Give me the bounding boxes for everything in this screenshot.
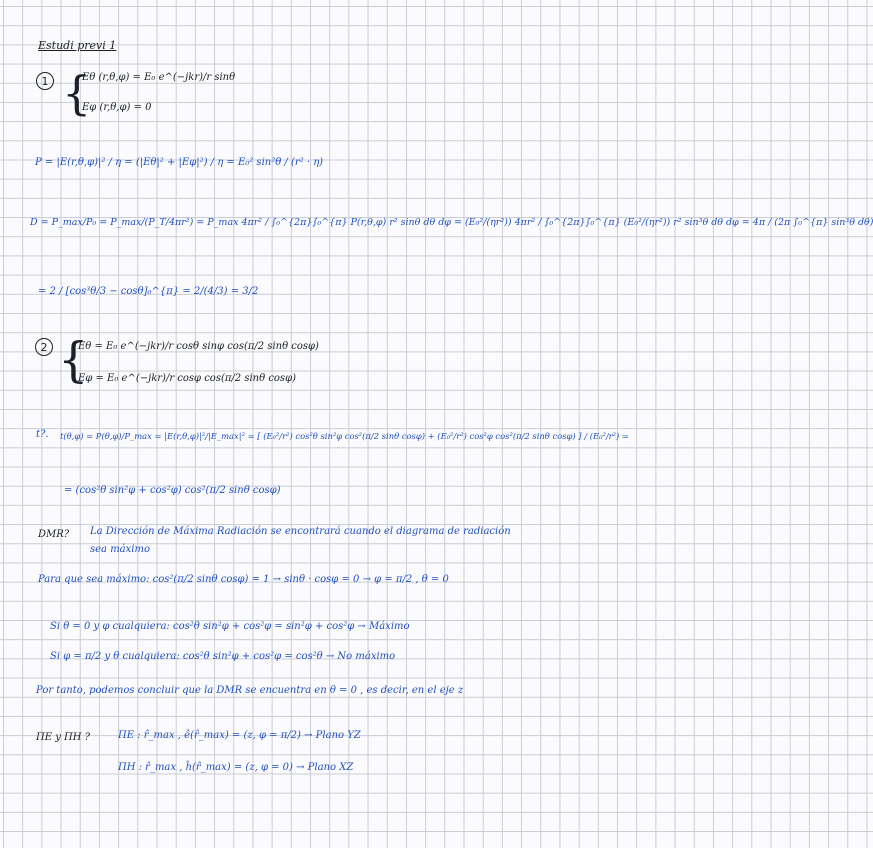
radiation-pattern-equation: t(θ,φ) = P(θ,φ)/P_max = |E(r,θ,φ)|²/|E_max|² = [ (E₀²/r²) cos²θ sin²φ cos²(π/2 sinθ cosφ) + (E₀²/r²) cos²φ cos²(π/2 sinθ cosφ) ] / (E₀²/r²) =	[60, 431, 629, 441]
system-brace-1: {	[62, 66, 92, 120]
dmr-label: DMR?	[38, 529, 70, 540]
planes-label: ΠE y ΠH ?	[36, 732, 91, 743]
dmr-conclusion: Por tanto, podemos concluir que la DMR se encuentra en θ = 0 , es decir, en el eje z	[36, 685, 464, 696]
field-e-phi-2: Eφ = E₀ e^(−jkr)/r cosφ cos(π/2 sinθ cosφ)	[78, 373, 296, 384]
dmr-text-line1: La Dirección de Máxima Radiación se encontrará cuando el diagrama de radiación	[90, 526, 511, 537]
radiation-pattern-result: = (cos²θ sin²φ + cos²φ) cos²(π/2 sinθ cosφ)	[64, 485, 281, 496]
dmr-case-theta-zero: Si θ = 0 y φ cualquiera: cos²θ sin²φ + cos²φ = sin²φ + cos²φ → Máximo	[50, 621, 410, 632]
section-number-1: 1	[36, 72, 54, 90]
page-title: Estudi previ 1	[38, 39, 117, 52]
plane-h-equation: ΠH : r̂_max , ĥ(r̂_max) = (z, φ = 0) → Plano XZ	[118, 762, 354, 773]
system-brace-2: {	[58, 332, 89, 388]
field-e-theta-1: Eθ (r,θ,φ) = E₀ e^(−jkr)/r sinθ	[82, 72, 236, 83]
field-e-theta-2: Eθ = E₀ e^(−jkr)/r cosθ sinφ cos(π/2 sinθ cosφ)	[78, 341, 319, 352]
dmr-text-line2: sea máximo	[90, 544, 150, 555]
directivity-result: = 2 / [cos³θ/3 − cosθ]₀^{π} = 2/(4/3) = 3/2	[38, 286, 259, 297]
dmr-max-condition: Para que sea máximo: cos²(π/2 sinθ cosφ) = 1 → sinθ · cosφ = 0 → φ = π/2 , θ = 0	[38, 574, 449, 585]
radiation-pattern-label: t?.	[36, 429, 49, 440]
field-e-phi-1: Eφ (r,θ,φ) = 0	[82, 102, 152, 113]
directivity-equation: D = P_max/P₀ = P_max/(P_T/4πr²) = P_max 4πr² / ∫₀^{2π}∫₀^{π} P(r,θ,φ) r² sinθ dθ dφ = (E₀²/(ηr²)) 4πr² / ∫₀^{2π}∫₀^{π} (E₀²/(ηr²)) r² sin³θ dθ dφ = 4π / (2π ∫₀^{π} sin³θ dθ)	[30, 217, 873, 228]
section-number-2: 2	[35, 338, 53, 356]
dmr-case-phi-half-pi: Si φ = π/2 y θ cualquiera: cos²θ sin²φ + cos²φ = cos²θ → No máximo	[50, 651, 396, 662]
power-density-equation: P = |E(r,θ,φ)|² / η = (|Eθ|² + |Eφ|²) / η = E₀² sin²θ / (r² · η)	[35, 157, 324, 168]
plane-e-equation: ΠE : r̂_max , ê(r̂_max) = (z, φ = π/2) → Plano YZ	[118, 730, 361, 741]
